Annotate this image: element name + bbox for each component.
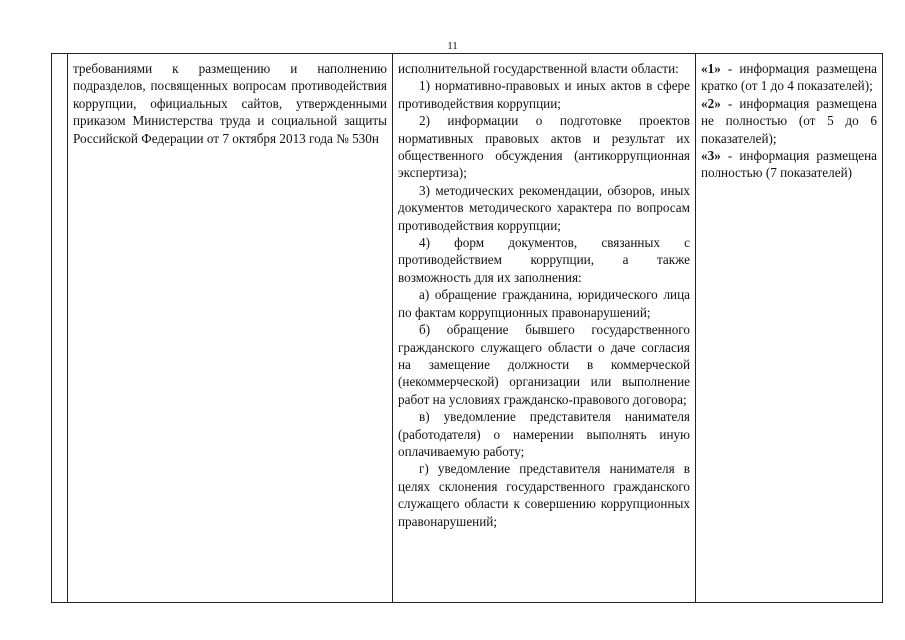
scale-description: - информация размещена полностью (7 показателей) [701, 148, 877, 181]
info-paragraph: 2) информации о подготовке проектов нормативных правовых актов и результат их общественного обсуждения (антикоррупционная экспертиза); [398, 113, 690, 181]
info-paragraph: 1) нормативно-правовых и иных актов в сфере противодействия коррупции; [398, 78, 690, 111]
scale-item [701, 147, 877, 182]
scale-item [701, 95, 877, 147]
scale-key: «2» [701, 95, 721, 111]
info-cell [393, 54, 696, 603]
info-paragraph: а) обращение гражданина, юридического лица по фактам коррупционных правонарушений; [398, 287, 690, 320]
scale-item [701, 60, 877, 95]
criteria-table [51, 53, 883, 603]
info-paragraph: 3) методических рекомендации, обзоров, иных документов методического характера по вопросам противодействия коррупции; [398, 182, 690, 233]
info-paragraph: в) уведомление представителя нанимателя (работодателя) о намерении выполнять иную оплачиваемую работу; [398, 409, 690, 459]
scale-description: - информация размещена не полностью (от 5 до 6 показателей); [701, 95, 877, 146]
info-paragraph: г) уведомление представителя нанимателя в целях склонения государственного гражданского служащего области к совершению коррупционных правонарушений; [398, 461, 690, 529]
info-paragraph: б) обращение бывшего государственного гражданского служащего области о даче согласия на замещение должности в коммерческой (некоммерческой) организации или выполнение работ на условиях гражданско-правового договора; [398, 322, 690, 407]
scale-key: «3» [701, 148, 721, 164]
page-number: 11 [447, 40, 458, 52]
number-cell [52, 54, 68, 603]
info-paragraph: исполнительной государственной власти области: [398, 61, 679, 76]
info-paragraph: 4) форм документов, связанных с противодействием коррупции, а также возможность для их заполнения: [398, 235, 690, 285]
table-row [52, 54, 883, 603]
criterion-cell [68, 54, 393, 603]
scale-key: «1» [701, 61, 721, 76]
criterion-text: требованиями к размещению и наполнению подразделов, посвященных вопросам противодействия коррупции, официальных сайтов, утвержденными приказом Министерства труда и социальной защиты Российской Федерации от 7 октября 2013 года № 530н [73, 61, 387, 146]
scale-cell [696, 54, 883, 603]
scale-description: - информация размещена кратко (от 1 до 4 показателей); [701, 61, 877, 94]
